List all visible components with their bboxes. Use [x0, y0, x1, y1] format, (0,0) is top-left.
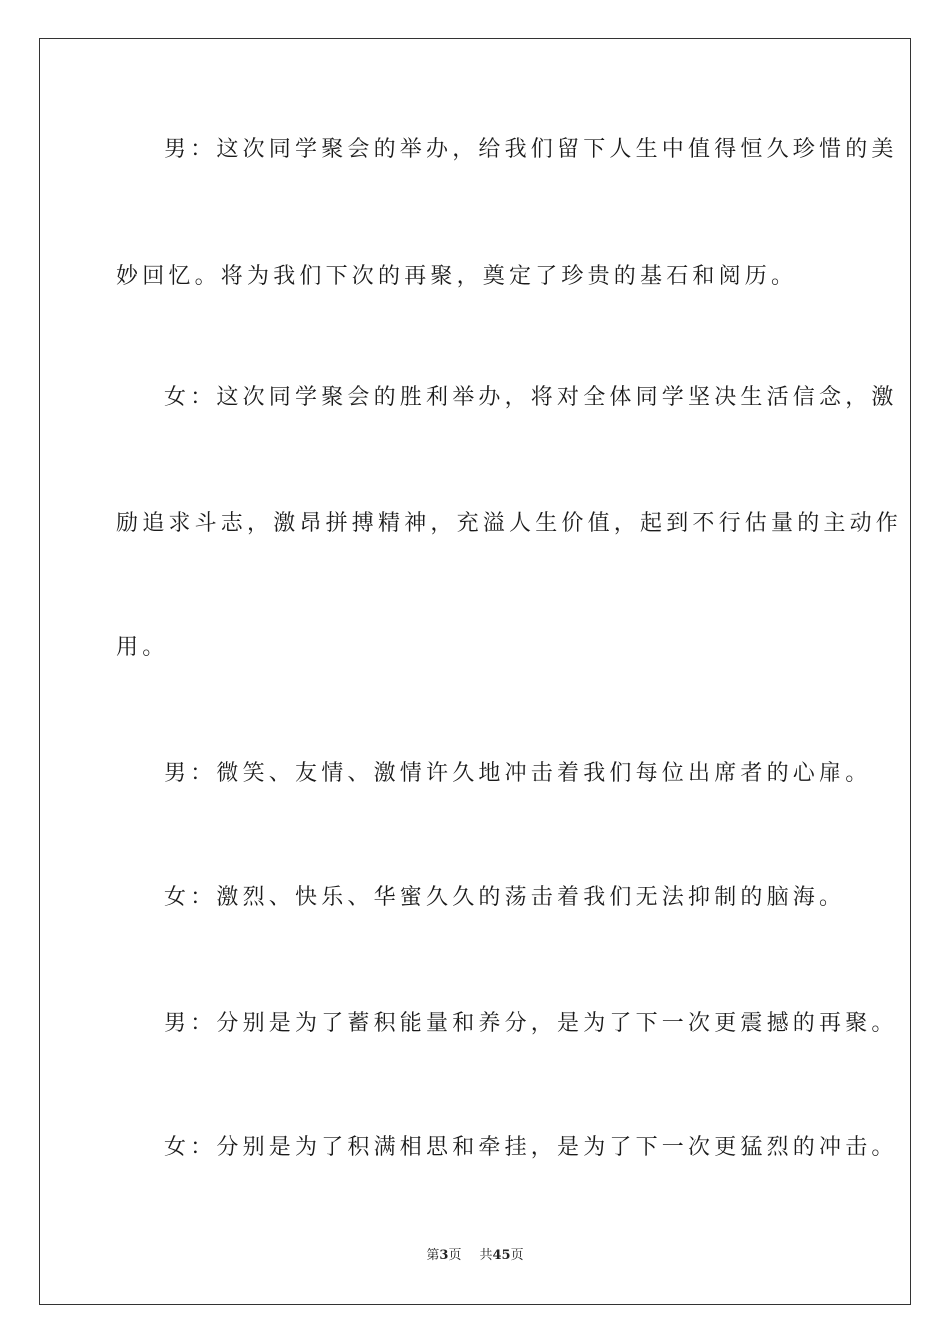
paragraph-line: 男：微笑、友情、激情许久地冲击着我们每位出席者的心扉。	[164, 761, 872, 786]
paragraph-line: 女：这次同学聚会的胜利举办，将对全体同学坚决生活信念，激	[164, 385, 898, 410]
page-label-suffix: 页	[448, 1248, 462, 1263]
page-footer	[0, 1247, 950, 1265]
paragraph-line: 妙回忆。将为我们下次的再聚，奠定了珍贵的基石和阅历。	[116, 264, 798, 289]
page-label-prefix: 第	[426, 1248, 440, 1263]
paragraph-line: 励追求斗志，激昂拼搏精神，充溢人生价值，起到不行估量的主动作	[116, 511, 903, 536]
paragraph-line: 用。	[116, 635, 169, 660]
page-border	[39, 38, 911, 1305]
paragraph-line: 男：分别是为了蓄积能量和养分，是为了下一次更震撼的再聚。	[164, 1011, 898, 1036]
paragraph-line: 男：这次同学聚会的举办，给我们留下人生中值得恒久珍惜的美	[164, 137, 898, 162]
total-label-suffix: 页	[510, 1248, 524, 1263]
paragraph-line: 女：分别是为了积满相思和牵挂，是为了下一次更猛烈的冲击。	[164, 1135, 898, 1160]
page-number: 3	[439, 1248, 449, 1263]
paragraph-line: 女：激烈、快乐、华蜜久久的荡击着我们无法抑制的脑海。	[164, 885, 846, 910]
total-label-prefix: 共	[479, 1248, 493, 1263]
total-pages: 45	[492, 1248, 511, 1263]
